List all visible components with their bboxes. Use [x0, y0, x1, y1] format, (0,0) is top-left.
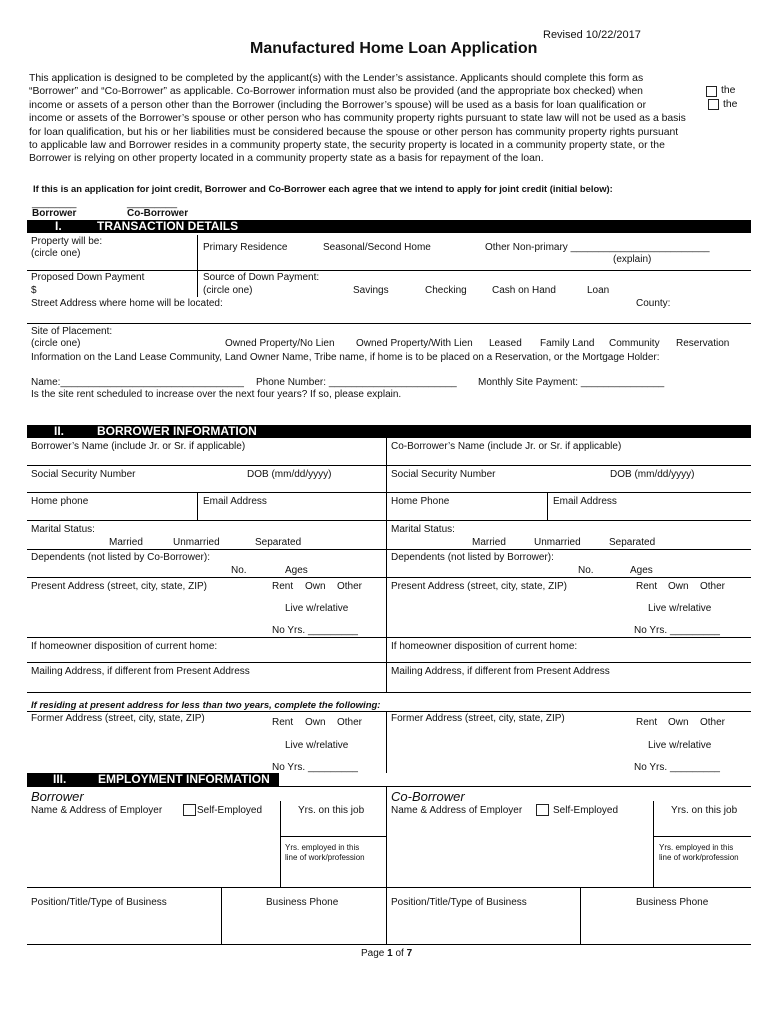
option-primary-residence[interactable]: Primary Residence	[203, 242, 288, 253]
coborrower-own-option[interactable]: Own	[668, 581, 689, 592]
coborrower-yrs-employed-line2: line of work/profession	[659, 853, 739, 862]
borrower-own-option[interactable]: Own	[305, 581, 326, 592]
borrower-employer-label: Name & Address of Employer	[31, 805, 163, 816]
section-3-title: EMPLOYMENT INFORMATION	[98, 772, 270, 786]
site-of-placement-label: Site of Placement:	[31, 326, 113, 337]
property-circle-one: (circle one)	[31, 248, 81, 259]
borrower-yrs-on-job-label: Yrs. on this job	[298, 805, 365, 816]
coborrower-former-address-label: Former Address (street, city, state, ZIP)	[391, 713, 565, 724]
section-2-number: II.	[54, 424, 65, 438]
option-loan[interactable]: Loan	[587, 285, 610, 296]
intro-line: Borrower is relying on other property located in a community property state as a basis for repayment of the loan.	[29, 153, 544, 165]
borrower-marital-label: Marital Status:	[31, 524, 95, 535]
coborrower-self-employed-checkbox[interactable]	[536, 804, 549, 816]
borrower-other-option[interactable]: Other	[337, 581, 363, 592]
down-payment-dollar[interactable]: $	[31, 285, 37, 296]
revised-date: Revised 10/22/2017	[543, 29, 641, 41]
down-payment-label: Proposed Down Payment	[31, 272, 145, 283]
coborrower-rent-option[interactable]: Rent	[636, 581, 658, 592]
street-address-label: Street Address where home will be located:	[31, 298, 223, 309]
land-owner-name-field[interactable]: Name:_________________________________	[31, 377, 244, 388]
coborrower-former-rent-option[interactable]: Rent	[636, 717, 658, 728]
explain-label: (explain)	[613, 254, 652, 265]
option-community[interactable]: Community	[609, 338, 660, 349]
intro-line: income or assets of the Borrower’s spouse or other person who has community property rights pursuant to state law will not be used as a basis	[29, 113, 686, 125]
coborrower-position-label: Position/Title/Type of Business	[391, 897, 527, 908]
coborrower-former-other-option[interactable]: Other	[700, 717, 726, 728]
land-owner-phone-field[interactable]: Phone Number: _______________________	[256, 377, 457, 388]
page-title: Manufactured Home Loan Application	[250, 40, 538, 57]
coborrower-dependents-label: Dependents (not listed by Borrower):	[391, 552, 554, 563]
option-seasonal-home[interactable]: Seasonal/Second Home	[323, 242, 431, 253]
coborrower-initial-line[interactable]: _________	[127, 198, 178, 209]
borrower-former-other-option[interactable]: Other	[337, 717, 363, 728]
coborrower-former-no-yrs-field[interactable]: No Yrs. _________	[634, 762, 720, 773]
borrower-homeowner-label: If homeowner disposition of current home:	[31, 641, 218, 652]
coborrower-name-label: Co-Borrower’s Name (include Jr. or Sr. if applicable)	[391, 441, 622, 452]
intro-paragraph	[29, 72, 749, 166]
land-lease-info-label: Information on the Land Lease Community, Land Owner Name, Tribe name, if home is to be placed on a Reservation, or the Mortgage Holder:	[31, 352, 660, 363]
monthly-site-payment-field[interactable]: Monthly Site Payment: _______________	[478, 377, 665, 388]
coborrower-checkbox-2[interactable]	[708, 99, 719, 110]
intro-line: “Borrower” and “Co-Borrower” as applicable. Co-Borrower information must also be provided (and the appropriate box checked) when	[29, 86, 643, 98]
option-owned-no-lien[interactable]: Owned Property/No Lien	[225, 338, 335, 349]
section-1-number: I.	[55, 219, 62, 233]
source-circle-one: (circle one)	[203, 285, 253, 296]
coborrower-former-own-option[interactable]: Own	[668, 717, 689, 728]
borrower-dependents-no: No.	[231, 565, 247, 576]
borrower-former-rent-option[interactable]: Rent	[272, 717, 294, 728]
coborrower-home-phone-label: Home Phone	[391, 496, 450, 507]
borrower-yrs-employed-line1: Yrs. employed in this	[285, 843, 360, 852]
borrower-unmarried-option[interactable]: Unmarried	[173, 537, 220, 548]
borrower-married-option[interactable]: Married	[109, 537, 143, 548]
employment-borrower-heading: Borrower	[31, 789, 84, 804]
borrower-former-live-relative-option[interactable]: Live w/relative	[285, 740, 349, 751]
section-1-title: TRANSACTION DETAILS	[97, 219, 239, 233]
intro-the-2: the	[723, 99, 738, 110]
borrower-dependents-ages: Ages	[285, 565, 308, 576]
coborrower-ssn-label: Social Security Number	[391, 469, 496, 480]
borrower-ssn-label: Social Security Number	[31, 469, 136, 480]
option-checking[interactable]: Checking	[425, 285, 467, 296]
page-number: Page 1 of 7	[361, 948, 413, 959]
intro-line: income or assets of a person other than the Borrower (including the Borrower’s spouse) will be used as a basis for loan qualification or	[29, 99, 647, 111]
option-savings[interactable]: Savings	[353, 285, 389, 296]
borrower-rent-option[interactable]: Rent	[272, 581, 294, 592]
borrower-self-employed-label: Self-Employed	[197, 805, 263, 816]
borrower-former-no-yrs-field[interactable]: No Yrs. _________	[272, 762, 358, 773]
borrower-former-address-label: Former Address (street, city, state, ZIP)	[31, 713, 205, 724]
coborrower-separated-option[interactable]: Separated	[609, 537, 656, 548]
borrower-live-relative-option[interactable]: Live w/relative	[285, 603, 349, 614]
borrower-separated-option[interactable]: Separated	[255, 537, 302, 548]
county-label: County:	[636, 298, 671, 309]
borrower-business-phone-label: Business Phone	[266, 897, 339, 908]
coborrower-unmarried-option[interactable]: Unmarried	[534, 537, 581, 548]
coborrower-present-address-label: Present Address (street, city, state, ZIP)	[391, 581, 567, 592]
borrower-self-employed-checkbox[interactable]	[183, 804, 196, 816]
coborrower-dependents-ages: Ages	[630, 565, 653, 576]
intro-line: This application is designed to be completed by the applicant(s) with the Lender’s assistance. Applicants should complete this form as	[29, 73, 644, 84]
option-leased[interactable]: Leased	[489, 338, 522, 349]
coborrower-dob-label: DOB (mm/dd/yyyy)	[610, 469, 695, 480]
coborrower-other-option[interactable]: Other	[700, 581, 726, 592]
option-other-nonprimary[interactable]: Other Non-primary _________________________	[485, 242, 710, 253]
coborrower-dependents-no: No.	[578, 565, 594, 576]
borrower-initial-line[interactable]: ________	[32, 198, 77, 209]
joint-credit-statement: If this is an application for joint credit, Borrower and Co-Borrower each agree that we intend to apply for joint credit (initial below):	[33, 183, 613, 194]
borrower-position-label: Position/Title/Type of Business	[31, 897, 167, 908]
coborrower-mailing-label: Mailing Address, if different from Present Address	[391, 666, 610, 677]
borrower-initial-label: Borrower	[32, 208, 77, 219]
coborrower-business-phone-label: Business Phone	[636, 897, 709, 908]
option-reservation[interactable]: Reservation	[676, 338, 730, 349]
option-family-land[interactable]: Family Land	[540, 338, 595, 349]
intro-the-1: the	[721, 85, 736, 96]
borrower-email-label: Email Address	[203, 496, 267, 507]
option-cash-on-hand[interactable]: Cash on Hand	[492, 285, 556, 296]
property-will-be-label: Property will be:	[31, 236, 103, 247]
option-owned-with-lien[interactable]: Owned Property/With Lien	[356, 338, 473, 349]
coborrower-marital-label: Marital Status:	[391, 524, 455, 535]
rent-increase-question: Is the site rent scheduled to increase over the next four years? If so, please explain.	[31, 389, 402, 400]
coborrower-checkbox-1[interactable]	[706, 86, 717, 97]
coborrower-former-live-relative-option[interactable]: Live w/relative	[648, 740, 712, 751]
intro-line: to applicable law and Borrower resides in a community property state, the security property is located in a community property state, or the	[29, 140, 665, 152]
borrower-mailing-label: Mailing Address, if different from Present Address	[31, 666, 250, 677]
residing-instruction: If residing at present address for less than two years, complete the following:	[31, 700, 381, 711]
coborrower-employer-label: Name & Address of Employer	[391, 805, 523, 816]
coborrower-homeowner-label: If homeowner disposition of current home:	[391, 641, 578, 652]
borrower-present-address-label: Present Address (street, city, state, ZIP)	[31, 581, 207, 592]
borrower-former-own-option[interactable]: Own	[305, 717, 326, 728]
coborrower-married-option[interactable]: Married	[472, 537, 506, 548]
section-2-header	[27, 425, 751, 438]
coborrower-email-label: Email Address	[553, 496, 617, 507]
employment-coborrower-heading: Co-Borrower	[391, 789, 465, 804]
coborrower-live-relative-option[interactable]: Live w/relative	[648, 603, 712, 614]
coborrower-no-yrs-field[interactable]: No Yrs. _________	[634, 625, 720, 636]
section-2-title: BORROWER INFORMATION	[97, 424, 257, 438]
coborrower-initial-label: Co-Borrower	[127, 208, 189, 219]
borrower-yrs-employed-line2: line of work/profession	[285, 853, 365, 862]
source-of-down-payment-label: Source of Down Payment:	[203, 272, 320, 283]
intro-line: for loan qualification, but his or her liabilities must be considered because the spouse or other person has community property rights pursuant	[29, 126, 679, 138]
site-circle-one: (circle one)	[31, 338, 81, 349]
section-1-header	[27, 220, 751, 233]
coborrower-self-employed-label: Self-Employed	[553, 805, 619, 816]
borrower-name-label: Borrower’s Name (include Jr. or Sr. if applicable)	[31, 441, 246, 452]
section-3-header	[27, 773, 279, 786]
borrower-dependents-label: Dependents (not listed by Co-Borrower):	[31, 552, 210, 563]
borrower-no-yrs-field[interactable]: No Yrs. _________	[272, 625, 358, 636]
borrower-dob-label: DOB (mm/dd/yyyy)	[247, 469, 332, 480]
section-3-number: III.	[53, 772, 67, 786]
borrower-home-phone-label: Home phone	[31, 496, 89, 507]
coborrower-yrs-employed-line1: Yrs. employed in this	[659, 843, 734, 852]
coborrower-yrs-on-job-label: Yrs. on this job	[671, 805, 738, 816]
